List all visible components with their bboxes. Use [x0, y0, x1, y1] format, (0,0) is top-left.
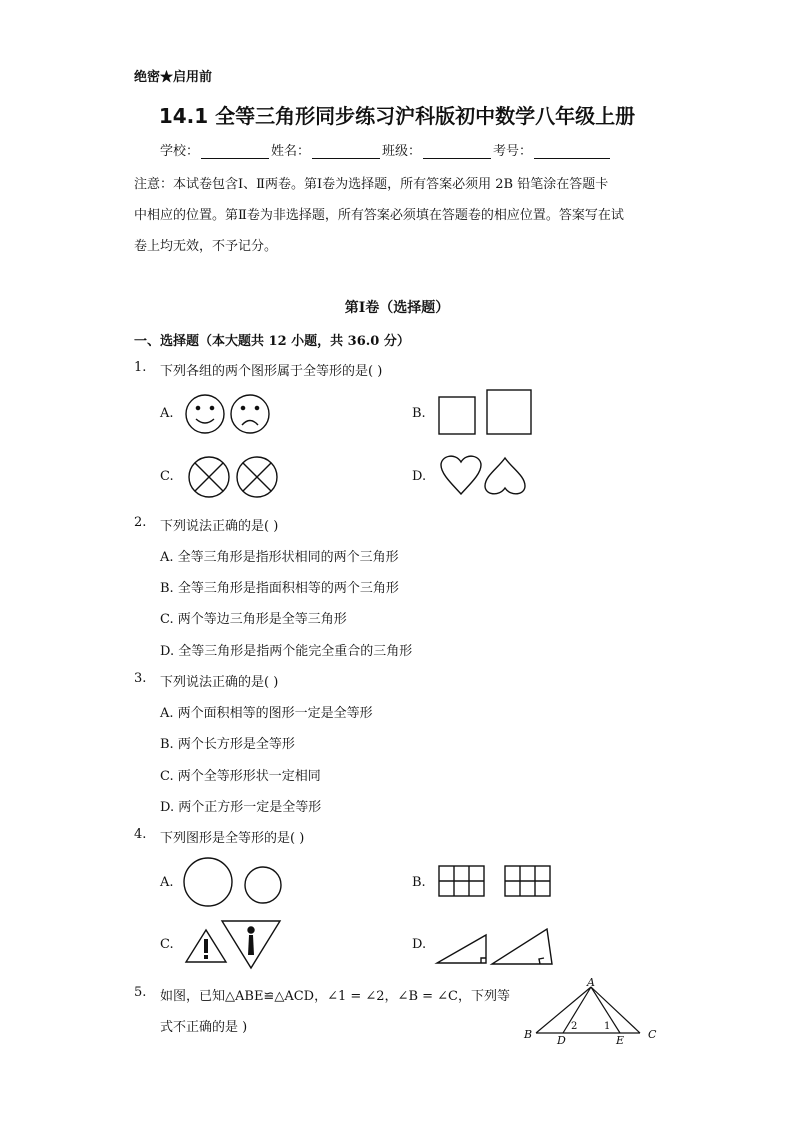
q4c-inverted-triangle-icon	[222, 921, 280, 968]
q1a-sad-face-icon	[231, 395, 269, 433]
q3-option-c[interactable]: C. 两个全等形形状一定相同	[160, 769, 321, 784]
q1c-circle-x-2	[237, 457, 277, 497]
question-5-text: 如图，已知△ABE≌△ACD，∠1 = ∠2，∠B = ∠C，下列等	[160, 989, 511, 1004]
q3-option-d[interactable]: D. 两个正方形一定是全等形	[160, 800, 322, 815]
question-3-number: 3.	[134, 671, 147, 686]
q4-option-d[interactable]: D.	[412, 937, 427, 952]
notice-line-1: 注意：本试卷包含Ⅰ、Ⅱ两卷。第Ⅰ卷为选择题，所有答案必须用 2B 铅笔涂在答题卡	[134, 177, 609, 192]
q5-angle-1: 1	[604, 1021, 611, 1032]
q4d-right-triangle-2	[492, 929, 552, 964]
q1-option-d[interactable]: D.	[412, 469, 427, 484]
q2-option-d[interactable]: D. 全等三角形是指两个能完全重合的三角形	[160, 644, 413, 659]
q1-option-c[interactable]: C.	[160, 469, 174, 484]
q5-label-d: D	[557, 1034, 566, 1047]
q5-label-c: C	[648, 1028, 657, 1041]
q2-option-b[interactable]: B. 全等三角形是指面积相等的两个三角形	[160, 581, 399, 596]
q2-option-c[interactable]: C. 两个等边三角形是全等三角形	[160, 612, 347, 627]
question-3-text: 下列说法正确的是( )	[160, 675, 279, 690]
q5-label-b: B	[524, 1028, 533, 1041]
question-1-text: 下列各组的两个图形属于全等形的是( )	[160, 364, 383, 379]
q4-option-a[interactable]: A.	[160, 875, 174, 890]
secret-label: 绝密★启用前	[134, 70, 213, 85]
q5-angle-2: 2	[571, 1021, 578, 1032]
question-4-text: 下列图形是全等形的是( )	[160, 831, 305, 846]
q5-label-e: E	[616, 1034, 625, 1047]
q1c-circle-x-1	[189, 457, 229, 497]
q1d-heart-inverted-icon	[485, 458, 525, 494]
q4a-small-circle	[245, 867, 281, 903]
page-title: 14.1 全等三角形同步练习沪科版初中数学八年级上册	[158, 104, 636, 128]
exam-no-label: 考号：	[493, 144, 533, 159]
q1b-small-square	[439, 397, 475, 434]
q1d-heart-icon	[441, 456, 481, 494]
notice-line-2: 中相应的位置。第Ⅱ卷为非选择题，所有答案必须填在答题卷的相应位置。答案写在试	[134, 208, 624, 223]
question-5-number: 5.	[134, 985, 147, 1000]
q4b-grid-2	[505, 866, 550, 896]
q4a-large-circle	[184, 858, 232, 906]
section-title: 第Ⅰ卷（选择题）	[344, 300, 450, 316]
q4-option-b[interactable]: B.	[412, 875, 426, 890]
q3-option-b[interactable]: B. 两个长方形是全等形	[160, 737, 295, 752]
class-label: 班级：	[382, 144, 422, 159]
q5-label-a: A	[587, 976, 595, 989]
q5-triangle-figure	[536, 987, 640, 1033]
q4d-right-triangle-1	[437, 935, 486, 963]
part-heading: 一、选择题（本大题共 12 小题，共 36.0 分）	[134, 334, 410, 349]
q3-option-a[interactable]: A. 两个面积相等的图形一定是全等形	[160, 706, 373, 721]
school-label: 学校：	[160, 144, 200, 159]
q1a-smiley-icon	[186, 395, 224, 433]
q4-option-c[interactable]: C.	[160, 937, 174, 952]
question-5-text-cont: 式不正确的是 )	[160, 1020, 248, 1035]
question-1-number: 1.	[134, 360, 147, 375]
q4c-warning-triangle-icon	[186, 930, 226, 962]
name-label: 姓名：	[271, 144, 311, 159]
question-2-number: 2.	[134, 515, 147, 530]
question-4-number: 4.	[134, 827, 147, 842]
q1-option-b[interactable]: B.	[412, 406, 426, 421]
notice-line-3: 卷上均无效，不予记分。	[134, 239, 278, 254]
q2-option-a[interactable]: A. 全等三角形是指形状相同的两个三角形	[160, 550, 399, 565]
q1-option-a[interactable]: A.	[160, 406, 174, 421]
q4b-grid-1	[439, 866, 484, 896]
q1b-large-square	[487, 390, 531, 434]
question-2-text: 下列说法正确的是( )	[160, 519, 279, 534]
